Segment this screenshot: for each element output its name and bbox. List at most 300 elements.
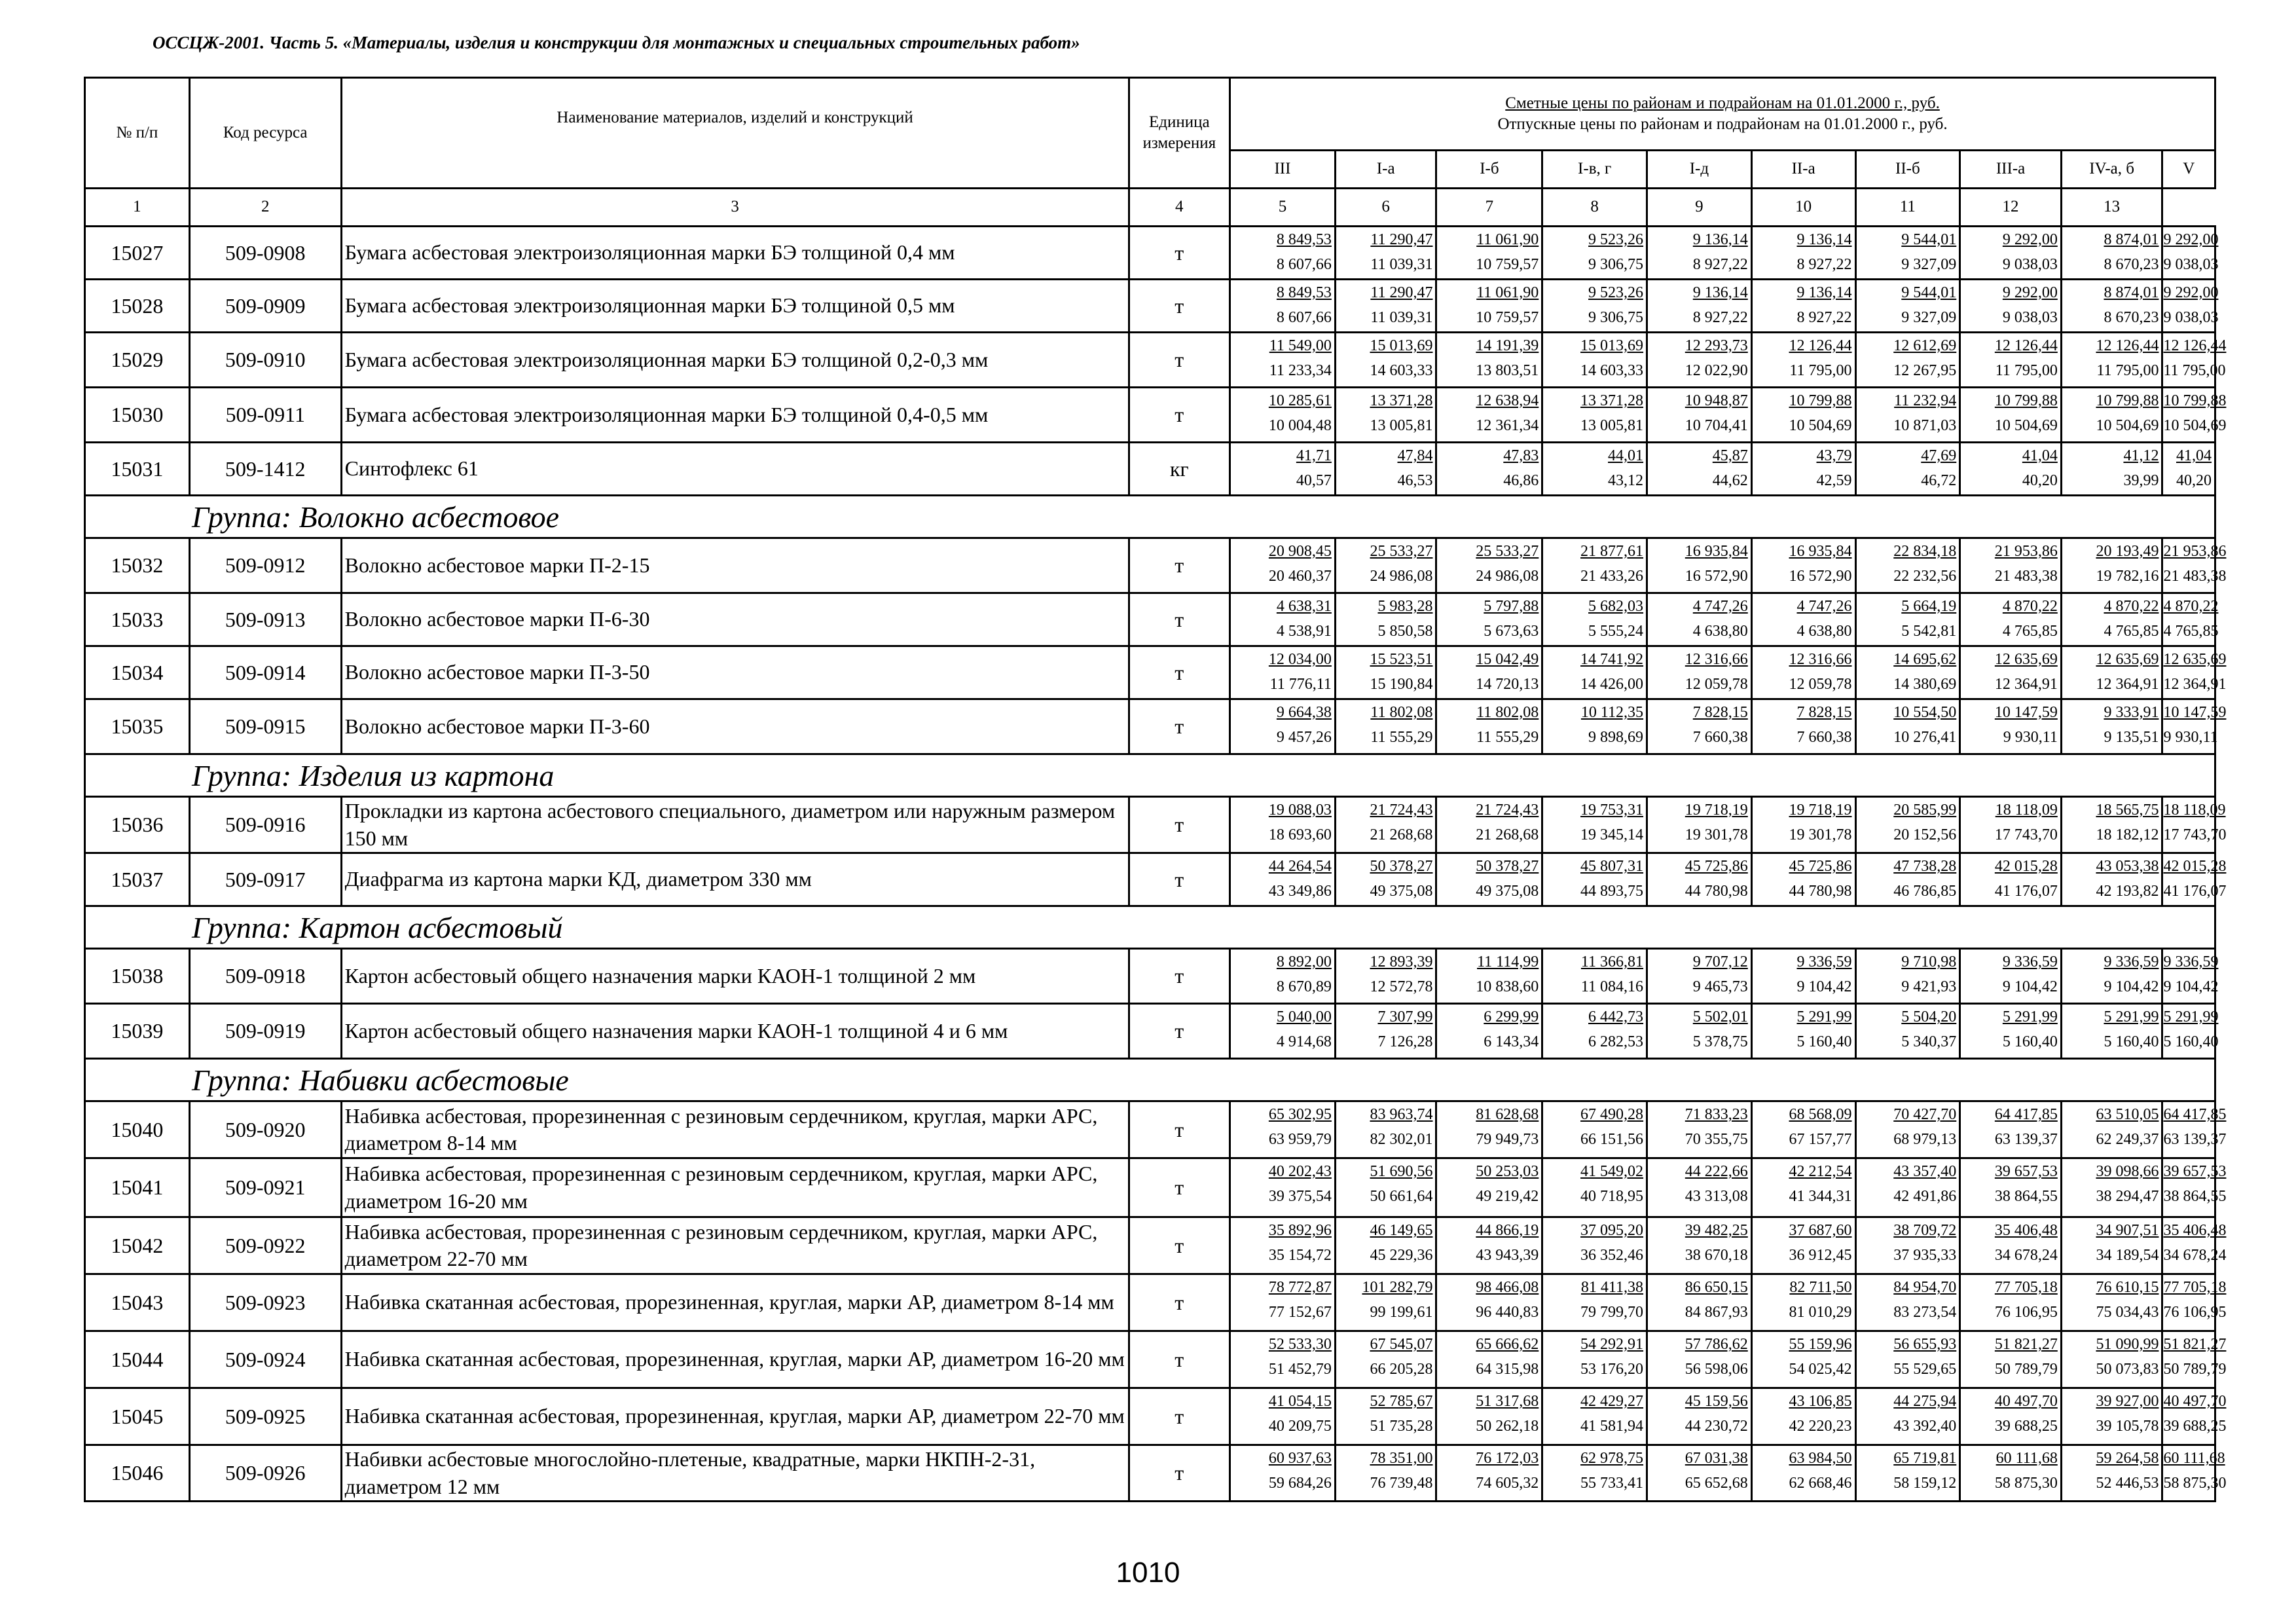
estimate-price: 52 785,67 — [1370, 1393, 1433, 1411]
price-cell — [2061, 1158, 2162, 1217]
estimate-price: 14 741,92 — [1580, 651, 1644, 668]
price-cell — [1960, 1004, 2062, 1059]
estimate-price: 47,84 — [1397, 447, 1433, 464]
release-price: 12 267,95 — [1893, 362, 1957, 379]
release-price: 5 542,81 — [1901, 623, 1957, 640]
estimate-price: 11 290,47 — [1370, 231, 1433, 248]
release-price: 10 504,69 — [1789, 417, 1852, 434]
estimate-price: 21 953,86 — [1994, 543, 2058, 560]
estimate-price: 22 834,18 — [1893, 543, 1957, 560]
price-cell — [1542, 797, 1647, 853]
estimate-price: 9 136,14 — [1692, 231, 1748, 248]
price-cell — [1960, 1445, 2062, 1502]
release-price: 9 306,75 — [1588, 309, 1644, 326]
estimate-price: 65 302,95 — [1268, 1106, 1332, 1124]
price-cell — [1436, 593, 1542, 646]
estimate-price: 60 111,68 — [1995, 1450, 2058, 1467]
price-title-estimate: Сметные цены по районам и подрайонам на 01.01.2000 г., руб. — [1505, 94, 1940, 112]
estimate-price: 9 664,38 — [1276, 704, 1332, 721]
price-cell — [1436, 1445, 1542, 1502]
unit-of-measure: т — [1129, 853, 1230, 906]
table-row — [85, 1445, 2215, 1502]
estimate-price: 55 159,96 — [1789, 1336, 1852, 1354]
price-cell — [2162, 1217, 2227, 1274]
price-title-release: Отпускные цены по районам и подрайонам на 01.01.2000 г., руб. — [1497, 115, 1948, 133]
price-cell — [1436, 1158, 1542, 1217]
price-table — [84, 77, 2227, 1502]
unit-of-measure: т — [1129, 1004, 1230, 1059]
estimate-price: 10 799,88 — [2163, 392, 2227, 409]
price-cell — [1751, 699, 1855, 754]
region-header: II-а — [1751, 151, 1855, 189]
estimate-price: 37 095,20 — [1580, 1222, 1644, 1240]
estimate-price: 78 351,00 — [1370, 1450, 1433, 1467]
price-cell — [1335, 1445, 1436, 1502]
column-number: 7 — [1436, 189, 1542, 227]
price-cell — [1855, 538, 1960, 593]
price-cell — [1335, 333, 1436, 388]
release-price: 51 452,79 — [1268, 1361, 1332, 1378]
price-cell — [2162, 538, 2227, 593]
estimate-price: 9 336,59 — [2002, 953, 2058, 971]
price-cell — [1960, 646, 2062, 699]
estimate-price: 42 429,27 — [1580, 1393, 1644, 1411]
resource-code: 509-0921 — [189, 1158, 341, 1217]
column-number: 2 — [189, 189, 341, 227]
estimate-price: 5 291,99 — [2163, 1008, 2219, 1026]
estimate-price: 19 753,31 — [1580, 802, 1644, 819]
release-price: 63 139,37 — [2163, 1131, 2227, 1149]
region-header: III — [1230, 151, 1336, 189]
estimate-price: 39 657,53 — [1994, 1163, 2058, 1181]
release-price: 43 392,40 — [1893, 1418, 1957, 1435]
estimate-price: 13 371,28 — [1370, 392, 1433, 409]
price-cell — [2162, 949, 2219, 1004]
material-name: Набивка скатанная асбестовая, прорезиненная, круглая, марки АР, диаметром 8-14 мм — [341, 1274, 1129, 1331]
price-cell — [1542, 1101, 1647, 1158]
price-cell — [1751, 949, 1855, 1004]
price-cell — [1230, 1388, 1336, 1445]
price-cell — [2162, 443, 2215, 496]
estimate-price: 5 502,01 — [1692, 1008, 1748, 1026]
table-row — [85, 443, 2215, 496]
price-cell — [2162, 699, 2227, 754]
column-number: 8 — [1542, 189, 1647, 227]
release-price: 49 375,08 — [1476, 883, 1539, 900]
estimate-price: 41 549,02 — [1580, 1163, 1644, 1181]
estimate-price: 47,69 — [1921, 447, 1957, 464]
price-cell — [1436, 646, 1542, 699]
estimate-price: 10 112,35 — [1580, 704, 1644, 721]
price-cell — [2162, 388, 2227, 443]
price-cell — [1751, 538, 1855, 593]
release-price: 10 504,69 — [2163, 417, 2227, 434]
price-cell — [1542, 699, 1647, 754]
price-cell — [1647, 388, 1752, 443]
price-cell — [1335, 699, 1436, 754]
release-price: 8 670,23 — [2104, 256, 2159, 273]
row-number: 15037 — [85, 853, 190, 906]
price-cell — [1960, 1274, 2062, 1331]
price-cell — [1960, 1217, 2062, 1274]
estimate-price: 9 544,01 — [1901, 284, 1957, 301]
price-cell — [2061, 646, 2162, 699]
estimate-price: 81 628,68 — [1476, 1106, 1539, 1124]
material-name: Диафрагма из картона марки КД, диаметром 330 мм — [341, 853, 1129, 906]
price-cell — [1960, 227, 2062, 280]
release-price: 5 340,37 — [1901, 1033, 1957, 1051]
estimate-price: 18 118,09 — [2163, 802, 2226, 819]
estimate-price: 60 937,63 — [1268, 1450, 1332, 1467]
region-header: V — [2162, 151, 2215, 189]
release-price: 5 160,40 — [2002, 1033, 2058, 1051]
resource-code: 509-1412 — [189, 443, 341, 496]
price-cell — [1855, 1445, 1960, 1502]
release-price: 9 898,69 — [1588, 729, 1644, 746]
estimate-price: 64 417,85 — [1994, 1106, 2058, 1124]
release-price: 12 059,78 — [1685, 676, 1748, 693]
release-price: 49 375,08 — [1370, 883, 1433, 900]
price-cell — [1647, 1101, 1752, 1158]
release-price: 62 668,46 — [1789, 1475, 1852, 1492]
resource-code: 509-0922 — [189, 1217, 341, 1274]
release-price: 10 276,41 — [1893, 729, 1957, 746]
row-number: 15036 — [85, 797, 190, 853]
estimate-price: 82 711,50 — [1789, 1279, 1852, 1297]
estimate-price: 11 549,00 — [1269, 337, 1332, 354]
release-price: 53 176,20 — [1580, 1361, 1644, 1378]
unit-of-measure: т — [1129, 646, 1230, 699]
release-price: 9 135,51 — [2104, 729, 2159, 746]
estimate-price: 5 504,20 — [1901, 1008, 1957, 1026]
estimate-price: 10 799,88 — [2096, 392, 2159, 409]
estimate-price: 18 565,75 — [2096, 802, 2159, 819]
release-price: 76 106,95 — [2163, 1304, 2227, 1321]
price-cell — [1751, 1217, 1855, 1274]
price-cell — [2061, 443, 2162, 496]
estimate-price: 44 222,66 — [1685, 1163, 1748, 1181]
price-cell — [1855, 646, 1960, 699]
estimate-price: 43 106,85 — [1789, 1393, 1852, 1411]
estimate-price: 52 533,30 — [1268, 1336, 1332, 1354]
price-cell — [1542, 333, 1647, 388]
release-price: 63 959,79 — [1268, 1131, 1332, 1149]
column-number: 1 — [85, 189, 190, 227]
table-row — [85, 280, 2215, 333]
release-price: 19 345,14 — [1580, 826, 1644, 843]
resource-code: 509-0919 — [189, 1004, 341, 1059]
release-price: 42 491,86 — [1893, 1188, 1957, 1206]
estimate-price: 9 336,59 — [2104, 953, 2159, 971]
unit-of-measure: т — [1129, 699, 1230, 754]
price-cell — [1436, 1331, 1542, 1388]
release-price: 24 986,08 — [1370, 568, 1433, 585]
release-price: 11 039,31 — [1370, 309, 1433, 326]
price-cell — [1335, 646, 1436, 699]
release-price: 10 504,69 — [2096, 417, 2159, 434]
estimate-price: 7 307,99 — [1377, 1008, 1433, 1026]
price-cell — [1542, 593, 1647, 646]
price-cell — [1542, 1388, 1647, 1445]
resource-code: 509-0909 — [189, 280, 341, 333]
release-price: 43 943,39 — [1476, 1247, 1539, 1264]
release-price: 12 022,90 — [1685, 362, 1748, 379]
price-cell — [2162, 1101, 2227, 1158]
release-price: 9 038,03 — [2002, 256, 2058, 273]
unit-of-measure: т — [1129, 538, 1230, 593]
material-name: Волокно асбестовое марки П-6-30 — [341, 593, 1129, 646]
release-price: 10 504,69 — [1994, 417, 2058, 434]
release-price: 62 249,37 — [2096, 1131, 2159, 1149]
estimate-price: 4 870,22 — [2002, 598, 2058, 615]
table-row — [85, 1101, 2215, 1158]
release-price: 10 871,03 — [1893, 417, 1957, 434]
estimate-price: 45,87 — [1712, 447, 1748, 464]
price-cell — [1230, 1445, 1336, 1502]
estimate-price: 50 378,27 — [1370, 858, 1433, 876]
price-cell — [1751, 1331, 1855, 1388]
price-cell — [1960, 280, 2062, 333]
release-price: 79 949,73 — [1476, 1131, 1539, 1149]
estimate-price: 86 650,15 — [1685, 1279, 1748, 1297]
release-price: 11 039,31 — [1370, 256, 1433, 273]
price-cell — [1335, 1101, 1436, 1158]
price-cell — [1751, 388, 1855, 443]
estimate-price: 8 849,53 — [1276, 284, 1332, 301]
region-header: III-а — [1960, 151, 2062, 189]
unit-of-measure: т — [1129, 333, 1230, 388]
price-cell — [1855, 1388, 1960, 1445]
resource-code: 509-0912 — [189, 538, 341, 593]
material-name: Бумага асбестовая электроизоляционная марки БЭ толщиной 0,2-0,3 мм — [341, 333, 1129, 388]
estimate-price: 11 802,08 — [1370, 704, 1433, 721]
row-number: 15030 — [85, 388, 190, 443]
resource-code: 509-0918 — [189, 949, 341, 1004]
price-cell — [1230, 699, 1336, 754]
estimate-price: 77 705,18 — [2163, 1279, 2227, 1297]
price-cell — [1751, 1158, 1855, 1217]
region-header: I-а — [1335, 151, 1436, 189]
estimate-price: 8 849,53 — [1276, 231, 1332, 248]
release-price: 44 893,75 — [1580, 883, 1644, 900]
resource-code: 509-0915 — [189, 699, 341, 754]
estimate-price: 10 799,88 — [1789, 392, 1852, 409]
estimate-price: 39 098,66 — [2096, 1163, 2159, 1181]
price-cell — [2162, 227, 2219, 280]
row-number: 15039 — [85, 1004, 190, 1059]
material-name: Волокно асбестовое марки П-2-15 — [341, 538, 1129, 593]
release-price: 4 914,68 — [1276, 1033, 1332, 1051]
price-cell — [1751, 280, 1855, 333]
release-price: 50 262,18 — [1476, 1418, 1539, 1435]
price-cell — [1436, 1004, 1542, 1059]
price-cell — [1335, 388, 1436, 443]
release-price: 9 930,11 — [2163, 729, 2218, 746]
material-name: Бумага асбестовая электроизоляционная марки БЭ толщиной 0,5 мм — [341, 280, 1129, 333]
price-cell — [1335, 538, 1436, 593]
release-price: 4 638,80 — [1796, 623, 1852, 640]
price-cell — [1436, 1274, 1542, 1331]
estimate-price: 42 015,28 — [2163, 858, 2227, 876]
release-price: 38 864,55 — [2163, 1188, 2227, 1206]
table-row — [85, 949, 2215, 1004]
table-row — [85, 1274, 2215, 1331]
release-price: 38 294,47 — [2096, 1188, 2159, 1206]
price-cell — [1647, 280, 1752, 333]
release-price: 9 327,09 — [1901, 309, 1957, 326]
price-cell — [1647, 333, 1752, 388]
estimate-price: 51 317,68 — [1476, 1393, 1539, 1411]
region-header: II-б — [1855, 151, 1960, 189]
resource-code: 509-0924 — [189, 1331, 341, 1388]
release-price: 11 084,16 — [1580, 978, 1644, 996]
estimate-price: 10 554,50 — [1893, 704, 1957, 721]
release-price: 6 282,53 — [1588, 1033, 1644, 1051]
price-cell — [2162, 1331, 2227, 1388]
column-number: 3 — [341, 189, 1129, 227]
price-cell — [1647, 949, 1752, 1004]
price-cell — [1335, 1004, 1436, 1059]
estimate-price: 12 126,44 — [1994, 337, 2058, 354]
release-price: 11 555,29 — [1370, 729, 1433, 746]
price-cell — [1855, 280, 1960, 333]
release-price: 12 572,78 — [1370, 978, 1433, 996]
price-cell — [1960, 949, 2062, 1004]
unit-of-measure: т — [1129, 1445, 1230, 1502]
release-price: 52 446,53 — [2096, 1475, 2159, 1492]
estimate-price: 11 232,94 — [1894, 392, 1957, 409]
resource-code: 509-0914 — [189, 646, 341, 699]
resource-code: 509-0910 — [189, 333, 341, 388]
price-cell — [1855, 797, 1960, 853]
price-cell — [1542, 646, 1647, 699]
estimate-price: 10 147,59 — [2163, 704, 2227, 721]
price-cell — [2162, 1274, 2227, 1331]
group-title: Группа: Картон асбестовый — [85, 906, 2215, 949]
price-cell — [2061, 797, 2162, 853]
row-number: 15042 — [85, 1217, 190, 1274]
estimate-price: 9 136,14 — [1692, 284, 1748, 301]
release-price: 81 010,29 — [1789, 1304, 1852, 1321]
resource-code: 509-0911 — [189, 388, 341, 443]
group-row — [85, 496, 2215, 538]
row-number: 15033 — [85, 593, 190, 646]
release-price: 9 306,75 — [1588, 256, 1644, 273]
release-price: 41 344,31 — [1789, 1188, 1852, 1206]
unit-of-measure: кг — [1129, 443, 1230, 496]
release-price: 4 538,91 — [1276, 623, 1332, 640]
estimate-price: 9 707,12 — [1692, 953, 1748, 971]
estimate-price: 20 585,99 — [1893, 802, 1957, 819]
price-cell — [1542, 1004, 1647, 1059]
release-price: 8 927,22 — [1692, 256, 1748, 273]
estimate-price: 12 612,69 — [1893, 337, 1957, 354]
release-price: 11 233,34 — [1269, 362, 1332, 379]
estimate-price: 21 953,86 — [2163, 543, 2227, 560]
column-number: 10 — [1751, 189, 1855, 227]
region-header: I-б — [1436, 151, 1542, 189]
estimate-price: 70 427,70 — [1893, 1106, 1957, 1124]
resource-code: 509-0925 — [189, 1388, 341, 1445]
unit-of-measure: т — [1129, 797, 1230, 853]
price-cell — [1751, 593, 1855, 646]
release-price: 13 803,51 — [1476, 362, 1539, 379]
price-cell — [1230, 853, 1336, 906]
estimate-price: 59 264,58 — [2096, 1450, 2159, 1467]
estimate-price: 11 114,99 — [1477, 953, 1539, 971]
release-price: 39 375,54 — [1268, 1188, 1332, 1206]
estimate-price: 44 275,94 — [1893, 1393, 1957, 1411]
estimate-price: 50 253,03 — [1476, 1163, 1539, 1181]
release-price: 55 733,41 — [1580, 1475, 1644, 1492]
release-price: 19 301,78 — [1685, 826, 1748, 843]
estimate-price: 45 807,31 — [1580, 858, 1644, 876]
release-price: 16 572,90 — [1685, 568, 1748, 585]
release-price: 10 838,60 — [1476, 978, 1539, 996]
release-price: 34 678,24 — [2163, 1247, 2227, 1264]
price-cell — [1647, 699, 1752, 754]
release-price: 49 219,42 — [1476, 1188, 1539, 1206]
release-price: 58 875,30 — [2163, 1475, 2227, 1492]
estimate-price: 65 666,62 — [1476, 1336, 1539, 1354]
price-cell — [1542, 1274, 1647, 1331]
release-price: 50 789,79 — [1994, 1361, 2058, 1378]
estimate-price: 9 523,26 — [1588, 231, 1644, 248]
estimate-price: 98 466,08 — [1476, 1279, 1539, 1297]
price-cell — [1436, 853, 1542, 906]
estimate-price: 67 545,07 — [1370, 1336, 1433, 1354]
release-price: 76 106,95 — [1994, 1304, 2058, 1321]
table-row — [85, 797, 2215, 853]
release-price: 68 979,13 — [1893, 1131, 1957, 1149]
estimate-price: 9 544,01 — [1901, 231, 1957, 248]
price-cell — [1751, 333, 1855, 388]
release-price: 21 268,68 — [1476, 826, 1539, 843]
estimate-price: 45 725,86 — [1685, 858, 1748, 876]
estimate-price: 12 638,94 — [1476, 392, 1539, 409]
price-cell — [2061, 1445, 2162, 1502]
release-price: 43,12 — [1608, 472, 1644, 489]
material-name: Прокладки из картона асбестового специального, диаметром или наружным размером 150 мм — [341, 797, 1129, 853]
row-number: 15034 — [85, 646, 190, 699]
price-cell — [1751, 1101, 1855, 1158]
release-price: 44,62 — [1712, 472, 1748, 489]
price-cell — [1230, 593, 1336, 646]
release-price: 46,72 — [1921, 472, 1957, 489]
column-number: 11 — [1855, 189, 1960, 227]
estimate-price: 15 523,51 — [1370, 651, 1433, 668]
price-cell — [2061, 280, 2162, 333]
release-price: 7 660,38 — [1796, 729, 1852, 746]
release-price: 96 440,83 — [1476, 1304, 1539, 1321]
estimate-price: 56 655,93 — [1893, 1336, 1957, 1354]
release-price: 39,99 — [2123, 472, 2159, 489]
price-cell — [1230, 227, 1336, 280]
release-price: 75 034,43 — [2096, 1304, 2159, 1321]
material-name: Синтофлекс 61 — [341, 443, 1129, 496]
price-cell — [1751, 646, 1855, 699]
release-price: 40 209,75 — [1268, 1418, 1332, 1435]
release-price: 8 670,89 — [1276, 978, 1332, 996]
estimate-price: 10 147,59 — [1994, 704, 2058, 721]
price-cell — [2162, 797, 2227, 853]
price-cell — [1335, 1274, 1436, 1331]
estimate-price: 11 290,47 — [1370, 284, 1433, 301]
estimate-price: 81 411,38 — [1580, 1279, 1644, 1297]
estimate-price: 10 948,87 — [1685, 392, 1748, 409]
price-cell — [1436, 227, 1542, 280]
release-price: 46,86 — [1503, 472, 1539, 489]
